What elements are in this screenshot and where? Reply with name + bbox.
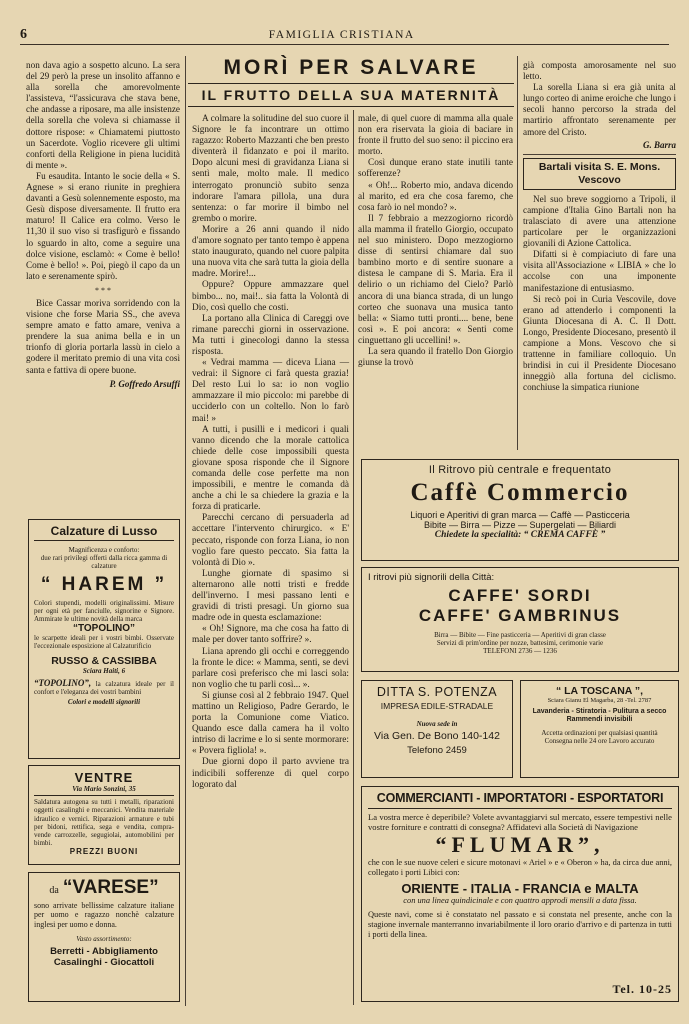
ad-services: Lavanderia - Stiratoria - Pulitura a secco [532, 708, 667, 716]
col1-article-end [26, 60, 180, 390]
ad-title: Calzature di Lusso [34, 524, 174, 541]
column-rule [353, 110, 354, 1005]
ad-phone: Telefono 2459 [407, 745, 467, 757]
article-column-b [358, 114, 513, 369]
ad-text: Bibite — Birra — Pizze — Supergelati — Biliardi [423, 520, 617, 530]
paragraph: A tutti, i pusilli e i medicori i quali vanno dicendo che la morale cattolica chiede delle cose impossibili questa giovane sposa risponde che il Signore comanda delle cose perfette ma non impossibili, e mentre le comanda dà anche a chi le sa chiedere la grazia e la forza di praticarle. [192, 424, 349, 513]
ad-text: Accetta ordinazioni per qualsiasi quantità Consegna nelle 24 ore Lavoro accurato [541, 728, 658, 745]
paragraph: Lunghe giornate di spasimo si alternarono alle notti tristi e fredde dell'inverno. I mesi passano lenti e gravidi di tristi presagi. Un giorno sua madre ode in questa esclamazione: [192, 568, 349, 624]
ad-ventre [28, 765, 180, 865]
ad-text: Queste navi, come si è constatato nel passato e si constata nel presente, anche con la stagione invernale manterranno invariabilmente il loro orario d'arrivo e di partenza in tutti i porti della linea. [368, 909, 672, 939]
ad-address: Sciara Gianu El Magarba, 28 -Tel. 2787 [547, 697, 652, 704]
article-headline: MORÌ PER SALVARE [188, 56, 514, 84]
paragraph: Così dunque erano state inutili tante sofferenze? [358, 158, 513, 180]
ad-text: da [49, 885, 59, 896]
ad-text: Saldatura autogena su tutti i metalli, riparazioni oggetti casalinghi e meccanici. Vendita materiale idraulico e vernici. Riparazioni armature e tubi per bidoni, rettifica, sega e vendita, compra-vende carrozzelle, segugiolai, automobilini per bimbi. [34, 798, 174, 848]
ad-phone: Tel. 10-25 [612, 982, 672, 996]
paragraph: Fu esaudita. Intanto le socie della « S. Agnese » si erano riunite in preghiera davanti a Gesù solennemente esposto, ma Gesù dispose diversamente. Il frutto era maturo! Il Calice era colmo. Verso le 11,30 il suo viso si trasfigurò e fissando lo sguardo in alto, come a seguire una dolce visione, esclamò: « Come è bello! Come è bello! ». Poi, piegò il capo da un lato e serenamente spirò. [26, 170, 180, 281]
paragraph: Parecchi cercano di persuaderla ad accettare l'intervento chirurgico. « E' peccato, risponde con forza Liana, io non voglio fare questo peccato. Sia fatta la volontà di Dio ». [192, 513, 349, 568]
ad-address: Via Gen. De Bono 140-142 [374, 730, 500, 743]
ad-brand-2: CAFFE' GAMBRINUS [418, 606, 622, 625]
ad-specialty: Chiedete la specialità: “ CREMA CAFFÈ ” [434, 530, 606, 540]
ad-brand-3: “TOPOLINO”, [34, 677, 92, 688]
ad-text [34, 679, 174, 696]
ad-assort: Vasto assortimento: [76, 935, 132, 944]
ad-flumar [361, 786, 679, 1002]
paragraph: Nel suo breve soggiorno a Tripoli, il campione d'Italia Gino Bartali non ha tralasciato di avere una attenzione particolare per le organizzazioni giovanili di Azione Cattolica. [523, 193, 676, 249]
ad-items: Casalinghi - Giocattoli [53, 957, 155, 969]
ad-brand: “ HAREM ” [40, 573, 168, 595]
paragraph: A colmare la solitudine del suo cuore il Signore le fa incontrare un ottimo ragazzo: Roberto Mazzanti che ben presto diventerà il fidanzato e poi il marito. Dopo alcuni mesi di gravidanza Liana si sentì male, molto male. Il medico interrogato pronunciò subito senza indorare l'amara pillola, una dura sentenza: o far morire il bimbo nel grembo o morire. [192, 114, 349, 224]
ad-footer: Colori e modelli signorili [67, 698, 141, 707]
article-headline-2: Bartali visita S. E. Mons. Vescovo [523, 158, 676, 190]
ad-brand: “VARESE” [62, 877, 159, 898]
paragraph: Oppure? Oppure ammazzare quel bimbo... no, mai!.. sia fatta la Volontà di Dio, così quello che costi. [192, 280, 349, 313]
ad-nuova: Nuova sede in [416, 720, 458, 728]
ad-tagline: I ritrovi più signorili della Città: [368, 572, 495, 583]
paragraph: Due giorni dopo il parto avviene tra indicibili sofferenze di quel corpo logorato dal [192, 757, 349, 790]
paragraph: Si giunse così al 2 febbraio 1947. Quel mattino un Religioso, Padre Gerardo, le porta la Comunione come Viatico. Quando esce dalla camera ha il volto intriso di lacrime e lo si sente mormorare: « Povera figliola! ». [192, 690, 349, 757]
paragraph: La sorella Liana si era già unita al lungo corteo di anime eroiche che lungo i secoli hanno percorso la strada del martirio affrontato serenamente per amore del Cristo. [523, 82, 676, 137]
signature: G. Barra [642, 139, 676, 150]
divider [523, 154, 676, 155]
paragraph: La sera quando il fratello Don Giorgio giunse la trovò [358, 346, 513, 369]
magazine-title: FAMIGLIA CRISTIANA [268, 29, 415, 41]
column-rule [517, 56, 518, 450]
ad-brand: CAFFE' SORDI [448, 586, 592, 605]
separator: * * * [95, 285, 111, 295]
paragraph: Bice Cassar moriva sorridendo con la visione che forse Maria SS., che aveva sempre amato e fatto amare, veniva a prendere la sua anima bella e in un trionfo di gloria portarla lassù in cielo a godere il meritato premio di una vita così santa e fattiva di opere buone. [26, 297, 180, 375]
article-headline-box [188, 56, 514, 107]
ad-tagline: Il Ritrovo più centrale e frequentato [428, 464, 612, 476]
signature: P. Goffredo Arsuffi [109, 378, 180, 389]
paragraph: male, di quel cuore di mamma alla quale non era riservata la gioia di baciare in fronte il frutto del suo seno: il piccino era morto. [358, 114, 513, 158]
ad-caffe-commercio [361, 459, 679, 561]
column-rule [185, 56, 186, 1006]
ad-company: RUSSO & CASSIBBA [51, 654, 157, 667]
article-subhead: IL FRUTTO DELLA SUA MATERNITÀ [188, 84, 514, 107]
ad-text: Servizi di prim'ordine per nozze, battesimi, cerimonie varie [436, 639, 604, 648]
ad-text: Magnificenza e conforto: [68, 546, 140, 554]
ad-phones: TELEFONI 2736 — 1236 [483, 647, 557, 656]
col4-text [523, 60, 676, 393]
ad-services-2: Rammendi invisibili [566, 716, 633, 724]
ad-address: Via Mario Sonzini, 35 [34, 785, 174, 796]
page-header [20, 26, 669, 45]
paragraph: non dava agio a sospetto alcuno. La sera del 29 però la prese un insolito affanno e alla sorella che amorevolmente l'assisteva, “l'assicurava che stava bene, che andasse a riposare, ma alle insistenze della sorella che voleva si chiamasse il dottore rispose: « Chiamatemi piuttosto un Sacerdote. Voglio ricevere gli ultimi conforti della Religione in piena lucidità di mente ». [26, 60, 180, 170]
ad-calzature [28, 519, 180, 759]
paragraph: già composta amorosamente nel suo letto. [523, 60, 676, 82]
ad-destinations: ORIENTE - ITALIA - FRANCIA e MALTA [401, 881, 639, 897]
paragraph: La portano alla Clinica di Careggi ove rimane parecchi giorni in osservazione. Ma tutti i ginecologi danno la stessa risposta. [192, 313, 349, 357]
ad-brand-line [34, 877, 174, 899]
ad-brand-2: “TOPOLINO” [72, 623, 136, 635]
ad-title: VENTRE [74, 770, 134, 785]
ad-text: due rari privilegi offerti dalla ricca gamma di calzature [40, 554, 168, 571]
ad-title: COMMERCIANTI - IMPORTATORI - ESPORTATORI [368, 791, 672, 809]
ad-footer: PREZZI BUONI [69, 847, 139, 857]
ad-brand: Caffè Commercio [410, 479, 630, 506]
paragraph: « Oh!... Roberto mio, andava dicendo al marito, ed era che cosa faremo, che cosa farò io nel mondo? ». [358, 180, 513, 213]
ad-text: Liquori e Aperitivi di gran marca — Caffè — Pasticceria [410, 510, 630, 520]
ad-text: che con le sue nuove celeri e sicure motonavi « Ariel » e « Oberon » ha, da circa due anni, collegato i porti Libici con: [368, 858, 672, 878]
ad-text: la calzatura ideale per il confort e l'eleganza dei vostri bambini [34, 679, 174, 697]
article-column-a [192, 114, 349, 791]
paragraph: Difatti si è compiaciuto di fare una visita all'Associazione « LIBIA » che lo accolse con una imponente manifestazione di entusiasmo. [523, 249, 676, 293]
ad-brand: DITTA S. POTENZA [376, 685, 498, 699]
paragraph: Liana aprendo gli occhi e correggendo la fronte le dice: « Mamma, senti, se devi parlare così preferisco che mi lasci sola: non voglio che tu parli così... ». [192, 646, 349, 690]
ad-text: le scarpette ideali per i vostri bimbi. Osservate l'eccezionale esposizione al Calzaturificio [34, 634, 174, 651]
paragraph: Si recò poi in Curia Vescovile, dove erano ad attenderlo i componenti la Giunta Diocesana di A. C. Il Dott. Longo, Presidente Diocesano, presentò il campione a Mons. Vescovo che si trattenne in familiare colloquio. Un brindisi in cui il Presidente Diocesano inneggiò alla fortuna del ciclismo. conchiuse la simpatica riunione [523, 293, 676, 393]
ad-caffe-sordi [361, 567, 679, 672]
ad-text: Birra — Bibite — Fine pasticceria — Aperitivi di gran classe [434, 631, 606, 639]
ad-line: con una linea quindicinale e con quattro approdi mensili a data fissa. [403, 896, 637, 906]
ad-brand: “FLUMAR”, [435, 832, 605, 858]
ad-address: Sciara Haiti, 6 [82, 666, 126, 675]
ad-brand: “ LA TOSCANA ”, [555, 685, 644, 697]
ad-la-toscana [520, 680, 679, 778]
ad-varese [28, 872, 180, 1002]
paragraph: Morire a 26 anni quando il nido d'amore sognato per tanto tempo è appena stato inaugurato, quando nel cuore palpita una nuova vita che sarà tutta la gioia della madre. Morire!... [192, 224, 349, 280]
ad-sub: IMPRESA EDILE-STRADALE [380, 701, 494, 711]
ad-items: Berretti - Abbigliamento [50, 946, 158, 958]
ad-text: sono arrivate bellissime calzature italiane per uomo e ragazzo nonchè calzature inglesi per uomo e donna. [34, 901, 174, 929]
ad-potenza [361, 680, 513, 778]
paragraph: « Vedrai mamma — diceva Liana — vedrai: il Signore ci farà questa grazia! Del resto Lui lo sa: io non voglio ammazzare il mio piccolo: mi parebbe di ucciderlo con un coltello. Non lo farò mai! » [192, 358, 349, 424]
paragraph: « Oh! Signore, ma che cosa ha fatto di male per dover tanto soffrire? ». [192, 624, 349, 646]
page-number: 6 [20, 27, 29, 42]
ad-text: La vostra merce è deperibile? Volete avvantaggiarvi sul mercato, essere tempestivi nelle vostre forniture e contratti di consegna? Affidatevi alla Società di Navigazione [368, 812, 672, 833]
ad-text: Colori stupendi, modelli originalissimi. Misure per ogni età per fanciulle, signorine e Signore. Ammirate le ultime novità della marca [34, 598, 174, 624]
paragraph: Il 7 febbraio a mezzogiorno ricordò alla mamma il fratello Giorgio, occupato nel suo ministero. Dopo mezzogiorno disse di sentirsi chiamare dal suo bambino morto e di sentire suonare a distesa le campane di S. Maria. Era il delirio o un richiamo del Cielo? Parlò ancora di una bianca strada, di un lungo corteo che suonava una musica tanto bella: « Siamo tutti pronti.... bene, bene così ». E poi ancora: « Senti come cinguettano gli uccellini! ». [358, 213, 513, 346]
